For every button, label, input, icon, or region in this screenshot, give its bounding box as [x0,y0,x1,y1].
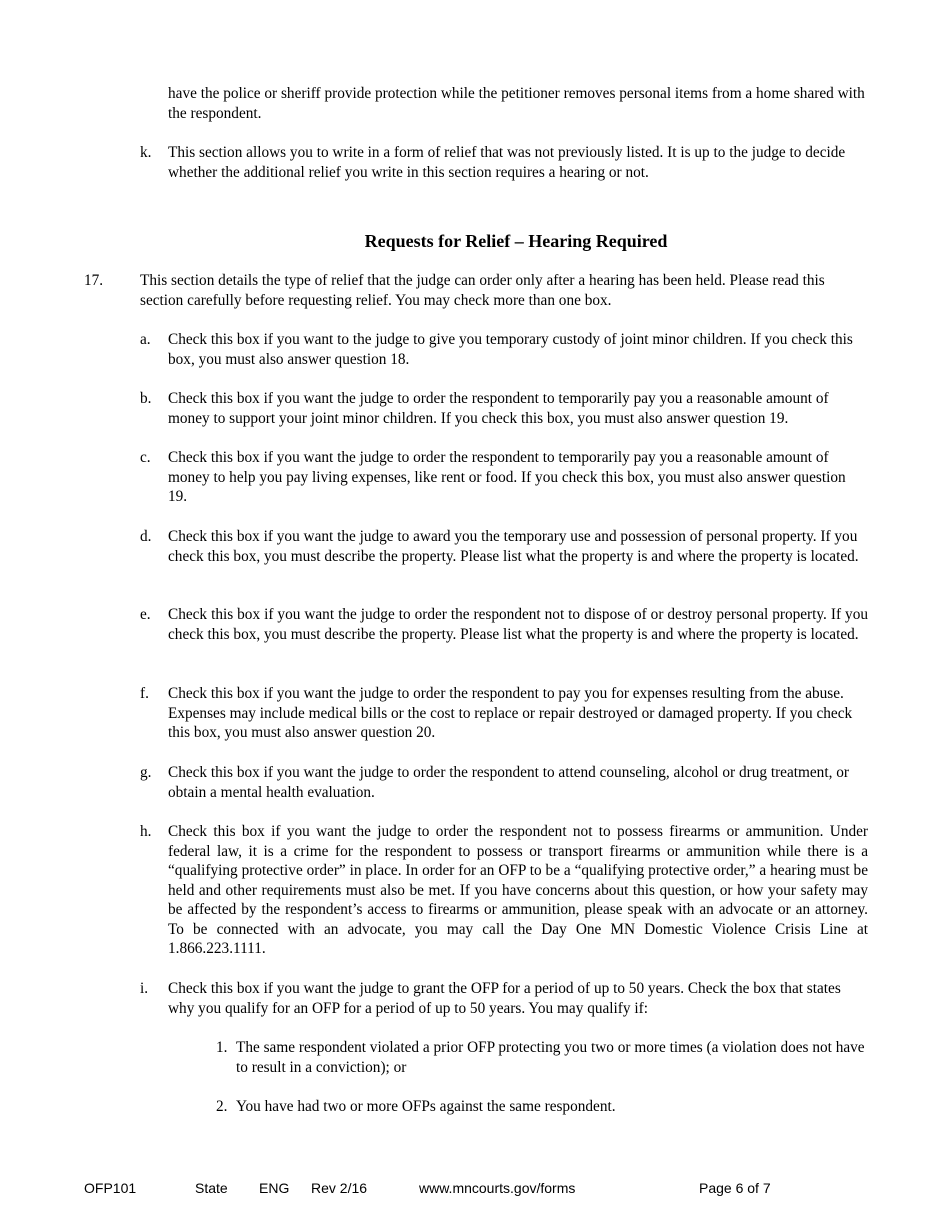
item-text: Check this box if you want the judge to award you the temporary use and possession of personal property. If you check this box, you must describe the property. Please list what the property is and where the property is located. [168,528,859,565]
section-heading: Requests for Relief – Hearing Required [364,231,668,251]
sub-item-number: 1. [216,1039,228,1056]
footer-url: www.mncourts.gov/forms [419,1180,576,1196]
item-letter: i. [140,980,149,997]
item-text: Check this box if you want the judge to order the respondent not to possess firearms or ammunition. Under federal law, it is a crime for the respondent to possess or transport firearms or ammunition while there is a “qualifying protective order” in place. In order for an OFP to be a “qualifying protective order,” a hearing must be held and other requirements must also be met. If you have concerns about this question, or how your safety may be affected by the respondent’s access to firearms or ammunition, please speak with an advocate or an attorney. To be connected with an advocate, you may call the Day One MN Domestic Violence Crisis Line at 1.866.223.1111. [168,823,868,957]
item-text: Check this box if you want the judge to grant the OFP for a period of up to 50 years. Check the box that states why you qualify for an OFP for a period of up to 50 years. You may qualify if: [168,980,841,1017]
question-number: 17. [84,272,104,289]
footer-language: ENG [259,1180,290,1196]
item-letter: h. [140,823,152,840]
item-letter: e. [140,606,151,623]
footer-jurisdiction: State [195,1180,228,1196]
item-text: Check this box if you want the judge to order the respondent to temporarily pay you a reasonable amount of money to support your joint minor children. If you check this box, you must also answer question 19. [168,390,829,427]
question-text: This section details the type of relief that the judge can order only after a hearing has been held. Please read this section carefully before requesting relief. You may check more than one box. [140,272,825,309]
item-text: Check this box if you want to the judge to give you temporary custody of joint minor children. If you check this box, you must also answer question 18. [168,331,853,368]
footer-page-number: Page 6 of 7 [699,1180,771,1196]
item-letter: f. [140,685,149,702]
item-letter: g. [140,764,152,781]
item-text: Check this box if you want the judge to order the respondent not to dispose of or destroy personal property. If you check this box, you must describe the property. Please list what the property is and where the property is located. [168,606,868,643]
sub-item-text: You have had two or more OFPs against the same respondent. [236,1098,616,1115]
item-letter: c. [140,449,151,466]
item-text: This section allows you to write in a form of relief that was not previously listed. It is up to the judge to decide whether the additional relief you write in this section requires a hearing or not. [168,144,846,181]
sub-item-text: The same respondent violated a prior OFP protecting you two or more times (a violation does not have to result in a conviction); or [236,1039,865,1076]
footer-revision: Rev 2/16 [311,1180,368,1196]
item-letter: d. [140,528,152,545]
sub-item-number: 2. [216,1098,228,1115]
item-text: Check this box if you want the judge to order the respondent to pay you for expenses resulting from the abuse. Expenses may include medical bills or the cost to replace or repair destroyed or damaged property. If you check this box, you must also answer question 20. [168,685,853,741]
item-text: Check this box if you want the judge to order the respondent to temporarily pay you a reasonable amount of money to help you pay living expenses, like rent or food. If you check this box, you must also answer question 19. [168,449,846,505]
item-letter: b. [140,390,152,407]
item-text: Check this box if you want the judge to order the respondent to attend counseling, alcohol or drug treatment, or obtain a mental health evaluation. [168,764,849,801]
footer-form-id: OFP101 [84,1180,137,1196]
page-footer [0,1180,950,1200]
item-letter: a. [140,331,151,348]
continuation-paragraph: have the police or sheriff provide protection while the petitioner removes personal items from a home shared with the respondent. [168,85,865,122]
item-letter: k. [140,144,152,161]
